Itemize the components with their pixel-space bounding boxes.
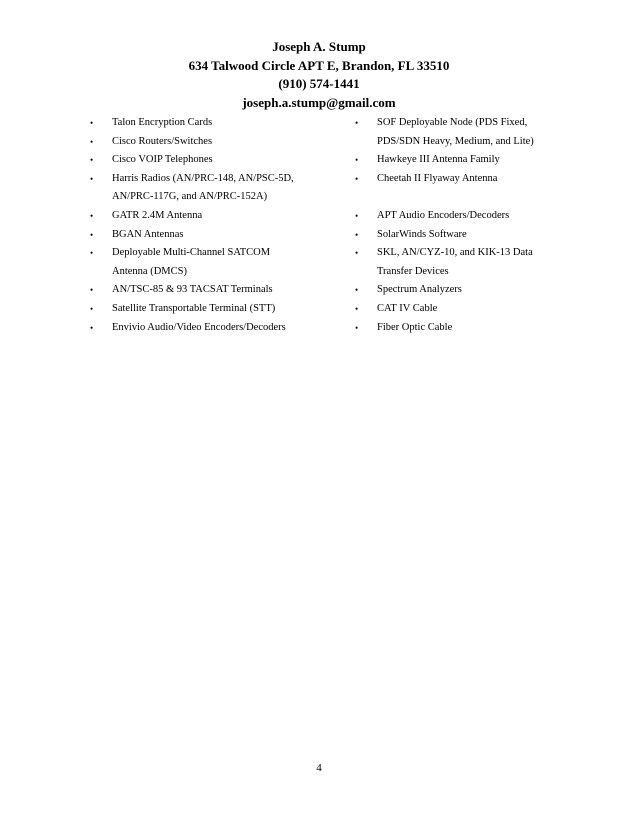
bullet-icon: • [90,303,94,314]
list-item-text: Harris Radios (AN/PRC-148, AN/PSC-5D, [112,172,294,184]
bullet-icon: • [355,210,359,221]
list-item-text: SOF Deployable Node (PDS Fixed, [377,117,528,128]
resume-header [0,38,638,112]
list-item-text: Talon Encryption Cards [112,117,213,128]
bullet-icon: • [355,173,359,184]
person-name: Joseph A. Stump [272,39,366,54]
list-item-text: Cheetah II Flyaway Antenna [377,172,498,184]
bullet-icon: • [90,322,94,333]
phone-number: (910) 574-1441 [278,76,360,91]
list-spacer [355,188,555,207]
list-item [90,133,330,152]
bullet-icon: • [90,118,94,128]
list-item [355,244,555,281]
list-item [355,151,555,170]
list-item [355,300,555,319]
list-item [355,281,555,300]
equipment-list-left [90,114,330,337]
list-item-text: SKL, AN/CYZ-10, and KIK-13 Data [377,247,533,259]
list-item [90,244,330,281]
bullet-icon: • [355,303,359,314]
bullet-icon: • [355,322,359,333]
list-item [355,170,555,189]
bullet-icon: • [355,118,359,128]
list-item [90,114,330,133]
list-item-text: Fiber Optic Cable [377,321,453,333]
list-item-text: CAT IV Cable [377,302,438,314]
address-line: 634 Talwood Circle APT E, Brandon, FL 33510 [188,57,450,73]
list-item [90,170,330,207]
bullet-icon: • [355,285,359,296]
bullet-icon: • [90,210,94,221]
bullet-icon: • [355,155,359,166]
list-item-text: GATR 2.4M Antenna [112,209,203,221]
page-number: 4 [316,762,322,774]
bullet-icon: • [355,248,359,259]
list-item-text: APT Audio Encoders/Decoders [377,209,510,221]
list-item [90,281,330,300]
list-item-text: Cisco Routers/Switches [112,135,213,147]
list-item-text: AN/TSC-85 & 93 TACSAT Terminals [112,284,273,296]
email-address: joseph.a.stump@gmail.com [242,94,396,110]
list-item-text: Envivio Audio/Video Encoders/Decoders [112,321,286,333]
list-item-text: Satellite Transportable Terminal (STT) [112,302,276,314]
list-item-text: Cisco VOIP Telephones [112,154,213,166]
list-item-text: Hawkeye III Antenna Family [377,154,500,166]
bullet-icon: • [90,248,94,259]
list-item [355,319,555,338]
list-item-text: Antenna (DMCS) [112,265,187,277]
equipment-list-right [355,114,555,337]
bullet-icon: • [90,285,94,296]
list-item-text: BGAN Antennas [112,228,184,240]
list-item-text: Transfer Devices [377,265,449,277]
bullet-icon: • [90,229,94,240]
list-item-text: Deployable Multi-Channel SATCOM [112,247,271,259]
list-item [90,207,330,226]
list-item-text: AN/PRC-117G, and AN/PRC-152A) [112,191,268,203]
list-item [355,226,555,245]
list-item [355,207,555,226]
list-item-text: PDS/SDN Heavy, Medium, and Lite) [377,135,534,147]
bullet-icon: • [90,136,94,147]
list-item [355,114,555,151]
bullet-icon: • [355,229,359,240]
bullet-icon: • [90,173,94,184]
list-item [90,226,330,245]
list-item-text: Spectrum Analyzers [377,284,462,296]
bullet-icon: • [90,155,94,166]
list-item [90,319,330,338]
list-item-text: SolarWinds Software [377,228,467,240]
list-item [90,151,330,170]
list-item [90,300,330,319]
